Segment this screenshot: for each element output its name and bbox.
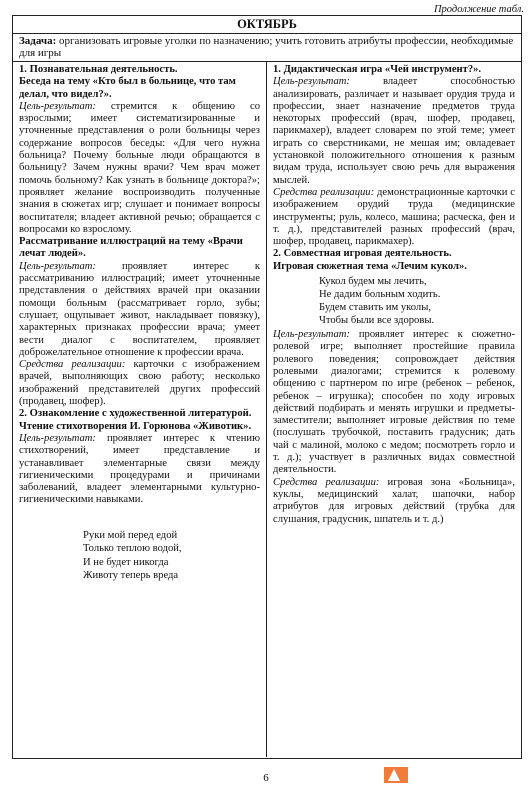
poem-line: Чтобы были все здоровы. (319, 315, 435, 327)
left-column (13, 62, 267, 757)
means-paragraph (19, 359, 260, 408)
right-column (267, 62, 521, 757)
month-title: ОКТЯБРЬ (13, 16, 521, 34)
goal-paragraph (19, 433, 260, 507)
reading-title: Чтение стихотворения И. Горюнова «Животик». (19, 420, 252, 432)
talk-topic: Беседа на тему «Кто был в больнице, что там делал, что видел?». (19, 76, 236, 100)
poem (83, 529, 260, 583)
goal-text: проявляет интерес к сюжетно-ролевой игре; выполняет простейшие правила ролевого поведения; сопровождает действия ролевыми диалогами; стремится к ролевому общению с партнером по игре (ребенок – ребенок, ребенок – игрушка); способен по ходу игровых действий подбирать и менять игрушки и предметы-заместители; выполняет игровые действия по теме (послушать трубочкой, поставить градусник; дать чай с малиной, молоко с медом; посмотреть горло и т. д.); участвует в различных видах совместной деятельности. (273, 329, 515, 476)
goal-text: проявляет интерес к чтению стихотворений, имеет представление и устанавливает элементарные связи между гигиеническими процедурами и причинами заболеваний, владеет элементарными культурно-гигиеническими навыками. (19, 432, 260, 506)
means-label: Средства реализации: (273, 186, 375, 198)
plan-table (12, 15, 522, 759)
means-text: демонстрационные карточки с изображением орудий труда (медицинские инструменты; руль, колесо, машина; расческа, фен и т. д.), представителей разных профессий (врач, шофер, продавец, парикмахер). (273, 186, 515, 248)
means-label: Средства реализации: (273, 476, 380, 488)
poem-line: Кукол будем мы лечить, (319, 276, 427, 288)
task-label: Задача: (19, 35, 57, 47)
section-title: 1. Дидактическая игра «Чей инструмент?». (273, 64, 482, 75)
means-paragraph (273, 477, 515, 526)
task-text: организовать игровые уголки по назначению; учить готовить атрибуты профессии, необходимые для игры (19, 35, 514, 59)
means-paragraph (273, 187, 515, 248)
poem-line: Не дадим больным ходить. (319, 289, 441, 301)
goal-label: Цель-результат: (19, 260, 96, 272)
means-text: карточки с изображением врачей, выполняющих свою работу; несколько изображений представителей других профессий (продавец, шофер). (19, 359, 260, 408)
goal-label: Цель-результат: (273, 329, 350, 341)
poem-line: И не будет никогда (83, 556, 169, 568)
illustrations-title: Рассматривание иллюстраций на тему «Врачи лечат людей». (19, 236, 243, 260)
goal-label: Цель-результат: (19, 432, 96, 444)
section-title: 2. Ознакомление с художественной литературой. (19, 408, 252, 420)
page-number: 6 (263, 772, 269, 784)
poem-line: Руки мой перед едой (83, 529, 178, 541)
poem-line: Будем ставить им уколы, (319, 302, 431, 314)
task-row (13, 34, 521, 62)
goal-label: Цель-результат: (19, 100, 96, 112)
poem-line: Только теплою водой, (83, 543, 182, 555)
goal-label: Цель-результат: (273, 76, 350, 88)
means-label: Средства реализации: (19, 359, 126, 371)
game-title: Игровая сюжетная тема «Лечим кукол». (273, 260, 467, 272)
goal-paragraph (19, 101, 260, 236)
goal-text: владеет способностью анализировать, различает и называет орудия труда и профессии, знает назначение предметов труда некоторых профессий (врач, шофер, продавец, парикмахер), владеет словарем по этой теме; умеет играть со сверстниками, не мешая им; овладевает установкой положительного отношения к разным видам труда, использует свою речь для выражения мыслей. (273, 76, 515, 186)
means-text: игровая зона «Больница», куклы, медицинский халат, шапочки, набор атрибутов для игровых действий (трубка для слушания, градусник, шпатель и т. д.) (273, 476, 515, 525)
goal-paragraph (273, 329, 515, 477)
goal-paragraph (273, 76, 515, 187)
goal-text: проявляет интерес к рассматриванию иллюстраций; имеет уточненные представления о действиях врачей при оказании помощи больным (рассматривает горло, зубы; слушает, ощупывает живот, накладывает повязку), характерных признаках профессии врача; умеет вести диалог с воспитателем, проявляет доброжелательное отношение к профессии врача. (19, 260, 260, 358)
goal-text: стремится к общению со взрослыми; имеет систематизированные и уточненные представления о роли больницы через содержание вопросов беседы: «Для чего нужна больница? Почему больные люди обращаются в больницу? Зачем нужны врачи? Чем врач может помочь больному? Как узнать в больнице доктора?»; проявляет желание воспроизводить полученные знания в сюжетах игр; слушает и понимает вопросы воспитателя; владеет активной речью; обращается с вопросами ко взрослому. (19, 100, 260, 235)
continuation-note: Продолжение табл. (433, 4, 524, 15)
section-title: 2. Совместная игровая деятельность. (273, 248, 452, 260)
section-title: 1. Познавательная деятельность. (19, 64, 178, 75)
poem (319, 275, 515, 327)
goal-paragraph (19, 261, 260, 359)
poem-line: Животу теперь вреда (83, 570, 179, 582)
columns (13, 62, 521, 757)
